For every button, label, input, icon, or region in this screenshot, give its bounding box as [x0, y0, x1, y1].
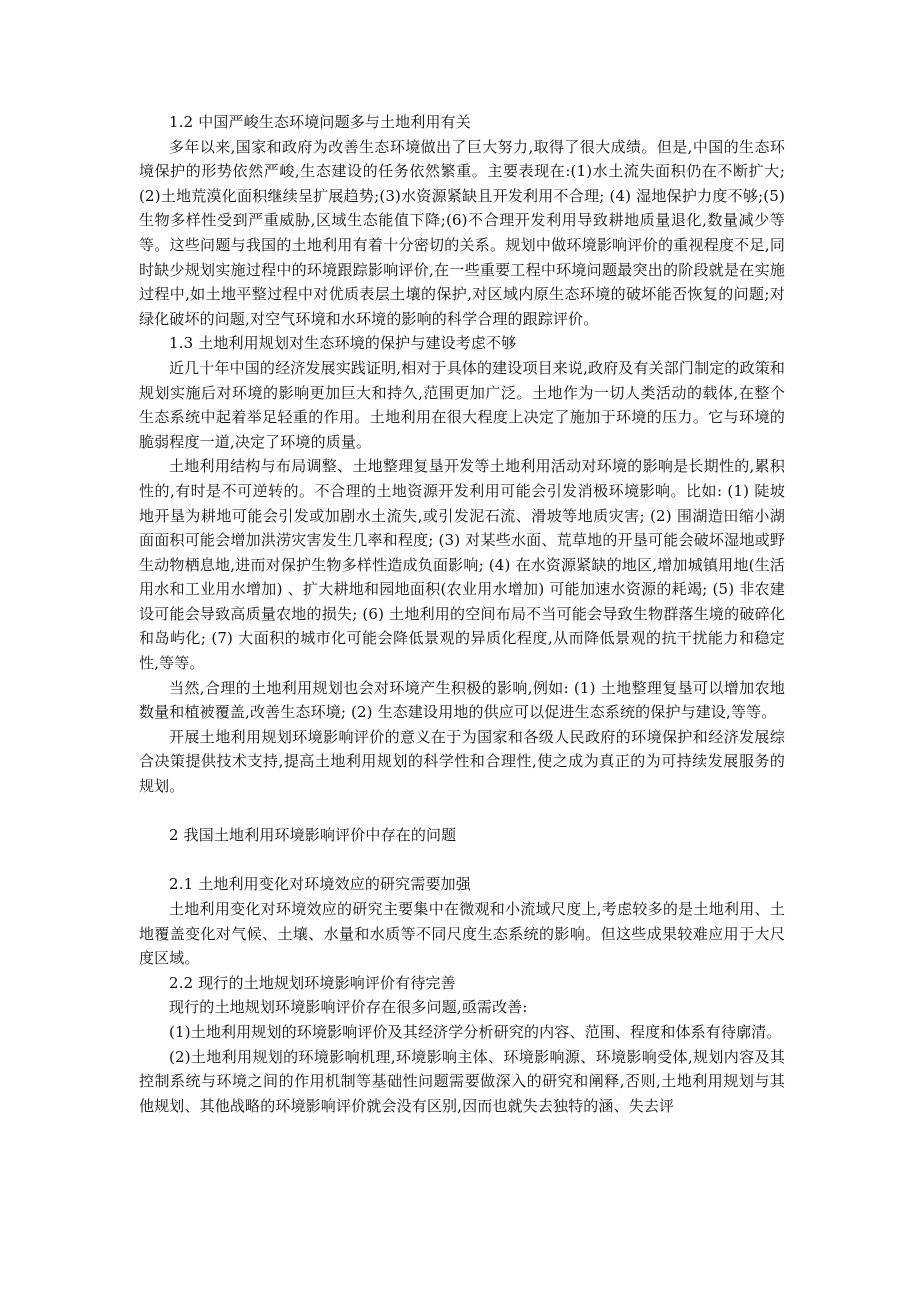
- section-heading-1-2: 1.2 中国严峻生态环境问题多与土地利用有关: [169, 113, 471, 131]
- section-heading-2-2: 2.2 现行的土地规划环境影响评价有待完善: [169, 973, 456, 992]
- section-heading-2: 2 我国土地利用环境影响评价中存在的问题: [169, 826, 457, 845]
- paragraph: 开展土地利用规划环境影响评价的意义在于为国家和各级人民政府的环境保护和经济发展综合决策提供技术支持,提高土地利用规划的科学性和合理性,使之成为真正的为可持续发展服务的规划。: [139, 727, 785, 796]
- spacer: [139, 848, 785, 873]
- paragraph: 当然,合理的土地利用规划也会对环境产生积极的影响,例如: (1) 土地整理复垦可以增加农地数量和植被覆盖,改善生态环境; (2) 生态建设用地的供应可以促进生态系统的保护与建设,等等。: [139, 678, 785, 722]
- paragraph: 近几十年中国的经济发展实践证明,相对于具体的建设项目来说,政府及有关部门制定的政策和规划实施后对环境的影响更加巨大和持久,范围更加广泛。土地作为一切人类活动的载体,在整个生态系统中起着举足轻重的作用。土地利用在很大程度上决定了施加于环境的压力。它与环境的脆弱程度一道,决定了环境的质量。: [139, 358, 785, 451]
- document-body: [139, 110, 785, 1118]
- paragraph: (2)土地利用规划的环境影响机理,环境影响主体、环境影响源、环境影响受体,规划内容及其控制系统与环境之间的作用机制等基础性问题需要做深入的研究和阐释,否则,土地利用规划与其他规划、其他战略的环境影响评价就会没有区别,因而也就失去独特的涵、失去评: [139, 1047, 785, 1115]
- paragraph: 土地利用变化对环境效应的研究主要集中在微观和小流域尺度上,考虑较多的是土地利用、土地覆盖变化对气候、土壤、水量和水质等不同尺度生态系统的影响。但这些成果较难应用于大尺度区域。: [139, 900, 785, 968]
- spacer: [139, 799, 785, 824]
- section-heading-1-3: 1.3 土地利用规划对生态环境的保护与建设考虑不够: [169, 334, 517, 353]
- paragraph: 现行的土地规划环境影响评价存在很多问题,亟需改善:: [169, 998, 528, 1017]
- section-heading-2-1: 2.1 土地利用变化对环境效应的研究需要加强: [169, 875, 471, 894]
- paragraph: (1)土地利用规划的环境影响评价及其经济学分析研究的内容、范围、程度和体系有待廓清。: [169, 1022, 782, 1041]
- paragraph: 土地利用结构与布局调整、土地整理复垦开发等土地利用活动对环境的影响是长期性的,累积性的,有时是不可逆转的。不合理的土地资源开发利用可能会引发消极环境影响。比如: (1) 陡坡地开垦为耕地可能会引发或加剧水土流失,或引发泥石流、滑坡等地质灾害; (2) 围湖造田缩小湖面面积可能会增加洪涝灾害发生几率和程度; (3) 对某些水面、荒草地的开垦可能会破坏湿地或野生动物栖息地,进而对保护生物多样性造成负面影响; (4) 在水资源紧缺的地区,增加城镇用地(生活用水和工业用水增加) 、扩大耕地和园地面积(农业用水增加) 可能加速水资源的耗竭; (5) 非农建设可能会导致高质量农地的损失; (6) 土地利用的空间布局不当可能会导致生物群落生境的破碎化和岛屿化; (7) 大面积的城市化可能会降低景观的异质化程度,从而降低景观的抗干扰能力和稳定性,等等。: [139, 457, 785, 673]
- paragraph: 多年以来,国家和政府为改善生态环境做出了巨大努力,取得了很大成绩。但是,中国的生态环境保护的形势依然严峻,生态建设的任务依然繁重。主要表现在:(1)水土流失面积仍在不断扩大;(2)土地荒漠化面积继续呈扩展趋势;(3)水资源紧缺且开发利用不合理; (4) 湿地保护力度不够;(5)生物多样性受到严重威胁,区域生态能值下降;(6)不合理开发利用导致耕地质量退化,数量减少等等。这些问题与我国的土地利用有着十分密切的关系。规划中做环境影响评价的重视程度不足,同时缺少规划实施过程中的环境跟踪影响评价,在一些重要工程中环境问题最突出的阶段就是在实施过程中,如土地平整过程中对优质表层土壤的保护,对区域内原生态环境的破坏能否恢复的问题;对绿化破坏的问题,对空气环境和水环境的影响的科学合理的跟踪评价。: [139, 137, 785, 328]
